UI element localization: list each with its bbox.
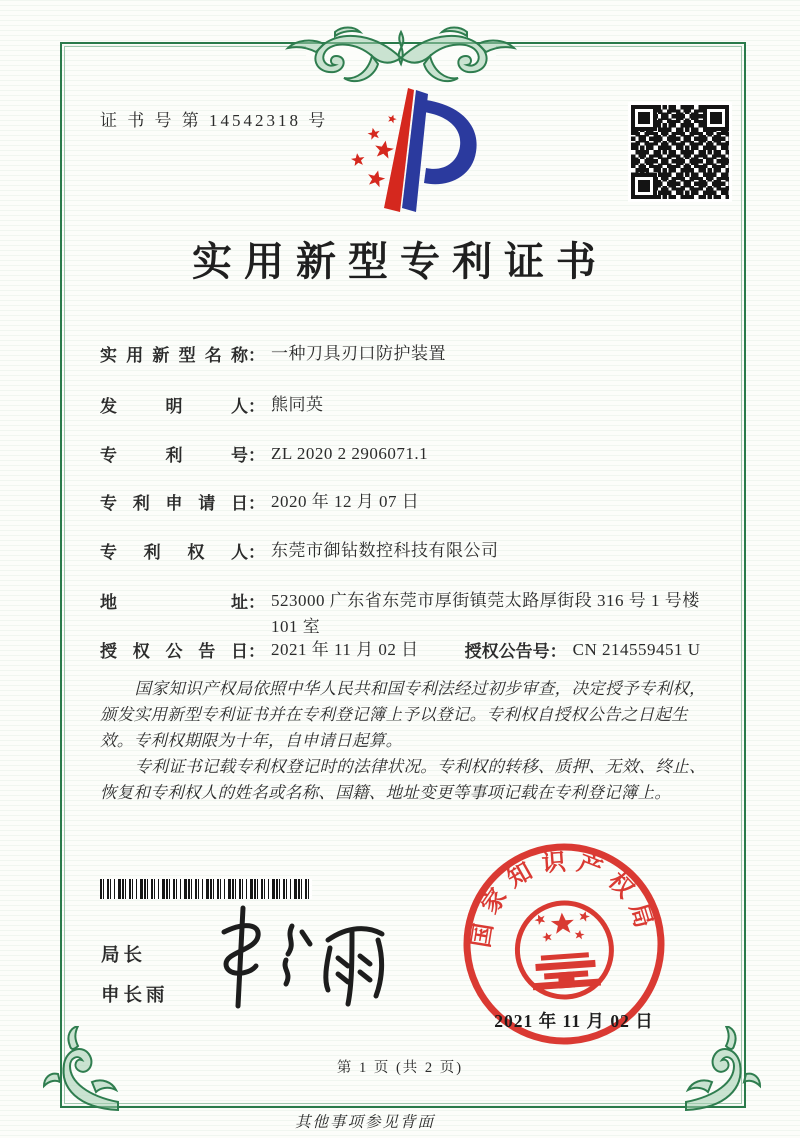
field-label: 专利申请日 <box>100 494 248 513</box>
director-name: 申长雨 <box>101 986 169 1006</box>
legal-text <box>100 676 712 806</box>
field-label: 实用新型名称 <box>100 346 248 365</box>
legal-paragraph-2: 专利证书记载专利权登记时的法律状况。专利权的转移、质押、无效、终止、恢复和专利权人的姓名或名称、国籍、地址变更等事项记载在专利登记簿上。 <box>100 757 706 802</box>
field-value: 2021 年 11 月 02 日 <box>271 640 419 659</box>
field-label: 发明人 <box>100 397 248 416</box>
field-label: 授权公告号 <box>464 642 550 661</box>
field-address: 地址 ： 523000 广东省东莞市厚街镇莞太路厚街段 316 号 1 号楼 101 室 <box>100 588 712 641</box>
field-filing-date: 专利申请日 ： 2020 年 12 月 07 日 <box>100 489 419 515</box>
back-note: 其他事项参见背面 <box>294 1114 435 1131</box>
field-inventor: 发明人 ： 熊同英 <box>100 392 324 418</box>
cnipa-logo-icon <box>334 86 486 214</box>
field-grant-number: 授权公告号 ： CN 214559451 U <box>465 637 701 663</box>
field-patent-number: 专利号 ： ZL 2020 2 2906071.1 <box>100 441 428 467</box>
qr-finder-icon <box>631 173 657 199</box>
seal-date: 2021 年 11 月 02 日 <box>494 1011 654 1031</box>
qr-finder-icon <box>703 105 729 131</box>
field-value: 一种刀具刃口防护装置 <box>271 344 446 363</box>
field-value: CN 214559451 U <box>572 640 701 659</box>
field-label: 专利权人 <box>100 543 248 562</box>
field-utility-model-name: 实用新型名称 ： 一种刀具刃口防护装置 <box>100 341 446 367</box>
legal-paragraph-1: 国家知识产权局依照中华人民共和国专利法经过初步审查，决定授予专利权，颁发实用新型专利证书并在专利登记簿上予以登记。专利权自授权公告之日起生效。专利权期限为十年，自申请日起算。 <box>100 679 706 750</box>
field-label: 专利号 <box>100 446 248 465</box>
top-flourish-ornament-icon <box>272 18 530 96</box>
field-label: 地址 <box>100 593 248 612</box>
field-value: 2020 年 12 月 07 日 <box>271 492 420 511</box>
field-grant-info: 授权公告日 ： 2021 年 11 月 02 日 授权公告号 ： CN 214559451 U <box>100 637 701 663</box>
certificate-title: 实用新型专利证书 <box>192 239 608 284</box>
director-title: 局长 <box>101 946 147 966</box>
barcode <box>100 879 312 899</box>
svg-text:国家知识产权局 <box>461 843 660 952</box>
field-label: 授权公告日 <box>100 642 248 661</box>
field-patentee: 专利权人 ： 东莞市御钻数控科技有限公司 <box>100 538 499 564</box>
field-value: 523000 广东省东莞市厚街镇莞太路厚街段 316 号 1 号楼 101 室 <box>271 591 700 637</box>
field-value: 东莞市御钻数控科技有限公司 <box>271 541 499 560</box>
certificate-number: 证 书 号 第 14542318 号 <box>100 111 329 130</box>
director-signature-icon <box>196 898 416 1014</box>
field-value: ZL 2020 2 2906071.1 <box>271 444 429 463</box>
field-value: 熊同英 <box>271 395 324 414</box>
qr-code <box>628 102 732 202</box>
qr-finder-icon <box>631 105 657 131</box>
page-number: 第 1 页 (共 2 页) <box>336 1060 464 1076</box>
seal-text: 国家知识产权局 <box>468 849 659 950</box>
director-block <box>101 936 169 1016</box>
